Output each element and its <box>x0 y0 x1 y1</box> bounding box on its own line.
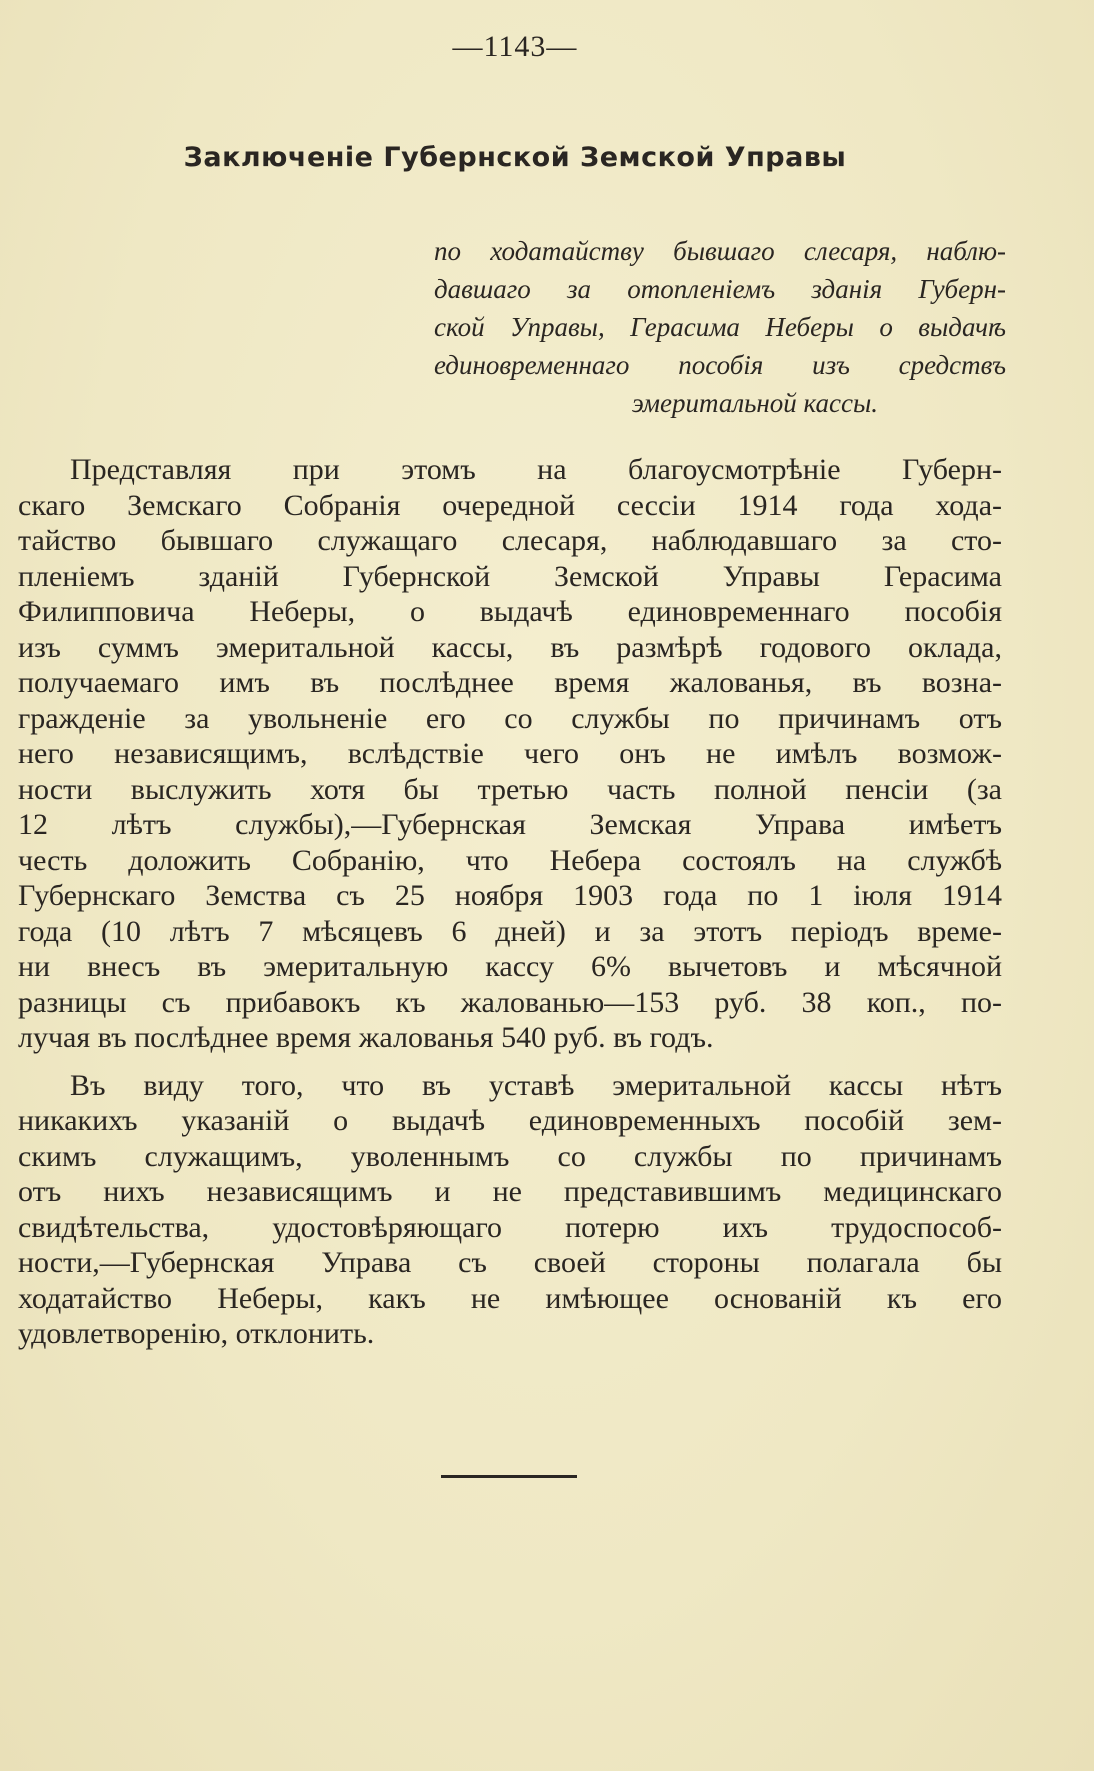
text-line: лучая въ послѣднее время жалованья 540 руб. въ годъ. <box>18 1021 714 1054</box>
page-number: —1143— <box>452 30 578 63</box>
text-line: удовлетворенію, отклонить. <box>18 1317 375 1350</box>
text-line: Въ виду того, что въ уставѣ эмеритальной кассы нѣтъ <box>70 1068 1002 1102</box>
text-line: Представляя при этомъ на благоусмотрѣніе Губерн- <box>70 453 1002 486</box>
text-line: изъ суммъ эмеритальной кассы, въ размѣрѣ годового оклада, <box>18 630 1002 664</box>
section-subtitle <box>434 232 1006 422</box>
text-line: скимъ служащимъ, уволеннымъ со службы по причинамъ <box>18 1139 1002 1173</box>
text-line: года (10 лѣтъ 7 мѣсяцевъ 6 дней) и за этотъ періодъ време- <box>18 914 1002 948</box>
text-line: тайство бывшаго служащаго слесаря, наблюдавшаго за сто- <box>18 524 1002 557</box>
subtitle-line: давшаго за отопленіемъ зданія Губерн- <box>434 274 1006 304</box>
subtitle-line: по ходатайству бывшаго слесаря, наблю- <box>434 236 1006 266</box>
text-line: ни внесъ въ эмеритальную кассу 6% вычетовъ и мѣсячной <box>18 950 1002 983</box>
text-line: ходатайство Неберы, какъ не имѣющее основаній къ его <box>18 1281 1002 1315</box>
text-line: никакихъ указаній о выдачѣ единовременныхъ пособій зем- <box>18 1104 1002 1137</box>
text-line: скаго Земскаго Собранія очередной сессіи 1914 года хода- <box>18 488 1002 522</box>
subtitle-line: ской Управы, Герасима Неберы о выдачѣ <box>434 312 1006 342</box>
text-line: отъ нихъ независящимъ и не представившимъ медицинскаго <box>18 1175 1002 1208</box>
subtitle-line: эмеритальной кассы. <box>631 388 878 418</box>
text-line: честь доложить Собранію, что Небера состоялъ на службѣ <box>18 843 1002 877</box>
text-line: разницы съ прибавокъ къ жалованью—153 руб. 38 коп., по- <box>18 985 1002 1019</box>
text-line: ности выслужить хотя бы третью часть полной пенсіи (за <box>18 772 1002 806</box>
subtitle-line: единовременнаго пособія изъ средствъ <box>434 350 1006 380</box>
text-line: пленіемъ зданій Губернской Земской Управы Герасима <box>18 559 1002 593</box>
text-line: гражденіе за увольненіе его со службы по причинамъ отъ <box>18 701 1002 735</box>
body-text <box>18 452 1002 1352</box>
section-title: Заключеніе Губернской Земской Управы <box>183 142 847 173</box>
end-rule-divider <box>441 1475 577 1478</box>
text-line: 12 лѣтъ службы),—Губернская Земская Управа имѣетъ <box>18 808 1002 841</box>
text-line: ности,—Губернская Управа съ своей стороны полагала бы <box>18 1246 1002 1279</box>
paragraph-2 <box>18 1068 1002 1352</box>
text-line: получаемаго имъ въ послѣднее время жалованья, въ возна- <box>18 666 1002 699</box>
text-line: Филипповича Неберы, о выдачѣ единовременнаго пособія <box>18 595 1002 628</box>
text-line: него независящимъ, вслѣдствіе чего онъ не имѣлъ возмож- <box>18 737 1002 770</box>
text-line: свидѣтельства, удостовѣряющаго потерю ихъ трудоспособ- <box>18 1210 1002 1244</box>
paragraph-1 <box>18 452 1002 1056</box>
text-line: Губернскаго Земства съ 25 ноября 1903 года по 1 іюля 1914 <box>18 879 1002 912</box>
